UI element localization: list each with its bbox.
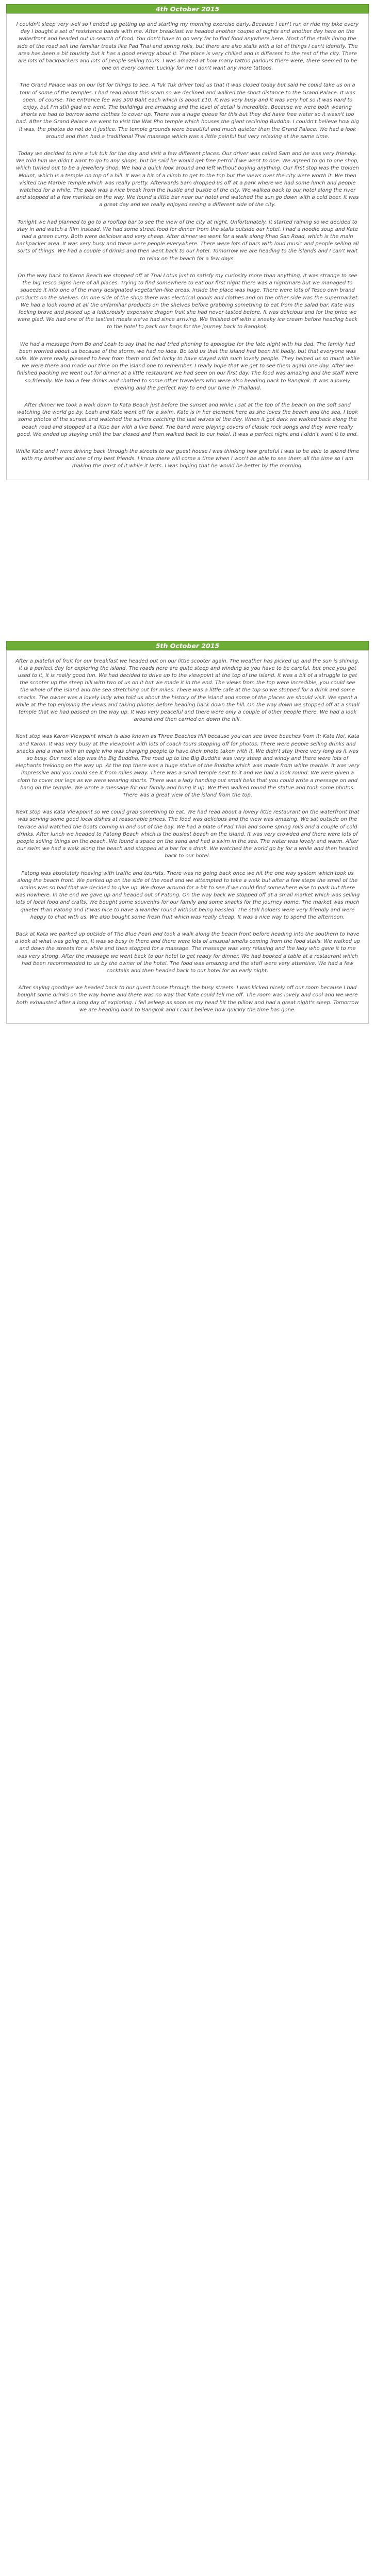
entry-paragraph: I couldn't sleep very well so I ended up getting up and starting my morning exercise early. Because I can't run or ride my bike every day I bought a set of resistance bands with me. After breakfast we headed another couple of nights and another day here on the waterfront and headed out in search of food. You don't have to go very far to find food anywhere here. Most of the stalls lining the side of the road sell the familiar treats like Pad Thai and spring rolls, but there are also stalls with a lot of things I can't identify. The area has been a bit touristy but it has a good energy about it. The place is very chilled and is different to the rest of the city. There are lots of backpackers and lots of people selling tours. I was amazed at how many tattoo parlours there were, there seemed to be one on every corner. Luckily for me I don't want any more tattoos. — [16, 22, 359, 72]
entry-paragraph: Today we decided to hire a tuk tuk for the day and visit a few different places. Our driver was called Sam and he was very friendly. We told him we didn't want to go to any shops, but he said he would get free petrol if we went to one. We agreed to go to one shop, which turned out to be a jewellery shop. We had a quick look around and left without buying anything. Our first stop was the Golden Mount, which is a temple on top of a hill. It was a bit of a climb to get to the top but the views over the city were worth it. We then visited the Marble Temple which was really pretty. Afterwards Sam dropped us off at a park where we had some lunch and people watched for a while. The park was a nice break from the hustle and bustle of the city. We walked back to our hotel along the river and stopped at a few markets on the way. We found a little bar near our hotel and watched the sun go down with a cold beer. It was a great day and we really enjoyed seeing a different side of the city. — [16, 151, 359, 208]
day-header: 4th October 2015 — [6, 4, 369, 13]
blank-gap — [6, 480, 369, 641]
day-header: 5th October 2015 — [6, 641, 369, 650]
day-entry-card — [6, 650, 369, 1024]
entry-paragraph: After dinner we took a walk down to Kata Beach just before the sunset and while I sat at the top of the beach on the soft sand watching the world go by, Leah and Kate went off for a swim. Kate is in her element here as she loves the beach and the sea. I took some photos of the sunset and watched the surfers catching the last waves of the day. When it got dark we walked back along the beach road and stopped at a little bar with a live band. The band were playing covers of classic rock songs and they were really good. We ended up staying until the bar closed and then walked back to our hotel. It was a perfect night and I didn't want it to end. — [17, 402, 358, 437]
day-entry-card — [6, 13, 369, 480]
diary-page — [6, 0, 369, 1024]
entry-paragraph: After a plateful of fruit for our breakfast we headed out on our little scooter again. The weather has picked up and the sun is shining, it is a perfect day for exploring the island. The roads here are quite steep and winding so you have to be careful, but once you get used to it, it is really good fun. We had decided to drive up to the viewpoint at the top of the island. It was a bit of a struggle to get the scooter up the steep hill with two of us on it but we made it in the end. The views from the top were incredible, you could see the whole of the island and the sea stretching out for miles. There was a little cafe at the top so we stopped for a drink and some snacks. The owner was a lovely lady who told us about the history of the island and some of the places we should visit. We spent a while at the top enjoying the views and taking photos before heading back down the hill. On the way down we stopped off at a small temple that we had passed on the way up. It was very peaceful and there were only a couple of other people there. We had a look around and then carried on down the hill. — [15, 658, 360, 723]
entry-paragraph: Patong was absolutely heaving with traffic and tourists. There was no going back once we hit the one way system which took us along the beach front. We parked up on the side of the road and we attempted to take a walk but after a few steps the smell of the drains was so bad that we decided to give up. We drove around for a bit to see if we could find somewhere else to park but there was nowhere. In the end we gave up and headed out of Patong. On the way back we stopped off at a small market which was selling lots of local food and crafts. We bought some souvenirs for our family and some snacks for the journey home. The market was much quieter than Patong and it was nice to have a wander round without being hassled. The stall holders were very friendly and were happy to chat with us. We also bought some fresh fruit which was really cheap. It was a nice way to spend the afternoon. — [15, 870, 360, 920]
entry-paragraph: On the way back to Karon Beach we stopped off at Thai Lotus just to satisfy my curiosity more than anything. It was strange to see the big Tesco signs here of all places. Trying to find somewhere to eat our first night there was a nightmare but we managed to squeeze it into one of the many designated vegetarian-like areas. Inside the place was huge. There were lots of Tesco own brand products on the shelves. On one side of the shop there was electrical goods and clothes and on the other side was the supermarket. We had a look round at all the unfamiliar products on the shelves before grabbing something to eat from the salad bar. Kate was feeling brave and picked up a ludicrously expensive dragon fruit she had never tasted before. It was delicious and for the price we were glad. We had one of the tastiest meals we've had since arriving. We finished off with a sneaky ice cream before heading back to the hotel to pack our bags for the journey back to Bangkok. — [15, 273, 360, 330]
entry-paragraph: Tonight we had planned to go to a rooftop bar to see the view of the city at night. Unfortunately, it started raining so we decided to stay in and watch a film instead. We had some street food for dinner from the stalls outside our hotel. I had a noodle soup and Kate had a green curry. Both were delicious and very cheap. After dinner we went for a walk along Khao San Road, which is the main backpacker area. It was very busy and there were people everywhere. There were lots of bars with loud music and people selling all sorts of things. We had a couple of drinks and then went back to our hotel. Tomorrow we are heading to the islands and I can't wait to relax on the beach for a few days. — [16, 219, 359, 262]
entry-paragraph: After saying goodbye we headed back to our guest house through the busy streets. I was kicked nicely off our room because I had bought some drinks on the way home and there was no way that Kate could tell me off. The room was lovely and cool and we were both exhausted after a long day of exploring. I fell asleep as soon as my head hit the pillow and had a great night's sleep. Tomorrow we are heading back to Bangkok and I can't believe how quickly the time has gone. — [16, 985, 359, 1013]
entry-paragraph: Back at Kata we parked up outside of The Blue Pearl and took a walk along the beach front before heading into the southern to have a look at what was going on. It was so busy in there and there were lots of unusual smells coming from the food stalls. We walked up and down the streets for a while and then stopped for a massage. The massage was very relaxing and the lady who gave it to me was very strong. After the massage we went back to our hotel to get ready for dinner. We had booked a table at a restaurant which had been recommended to us by the owner of the hotel. The food was amazing and the staff were very attentive. We had a few cocktails and then headed back to our hotel for an early night. — [15, 931, 360, 974]
entry-paragraph: Next stop was Karon Viewpoint which is also known as Three Beaches Hill because you can see three beaches from it: Kata Noi, Kata and Karon. It was very busy at the viewpoint with lots of coach tours stopping off for photos. There were people selling drinks and snacks and a man with an eagle who was charging people to have their photo taken with it. We didn't stay there very long as it was so busy. Our next stop was the Big Buddha. The road up to the Big Buddha was very steep and windy and there were lots of elephants trekking on the way up. At the top there was a huge statue of the Buddha which was made from white marble. It was very impressive and you could see it from miles away. There was a small temple next to it and we had a look round. We were given a cloth to cover our legs as we were wearing shorts. There was a lady handing out small bells that you could write a message on and hang on the temple. We wrote a message for our family and hung it up. We then walked round the statue and took some photos. There was a great view of the island from the top. — [15, 734, 360, 799]
entry-paragraph: We had a message from Bo and Leah to say that he had tried phoning to apologise for the late night with his dad. The family had been worried about us because of the storm, we had no idea. Bo told us that the island had been hit badly, but that everyone was safe. We were really pleased to hear from them and felt lucky to have stayed with such lovely people. They helped us so much while we were there and made our time on the island one to remember. I really hope that we get to see them again one day. After we finished packing we went out for dinner at a little restaurant we had seen on our first day. The food was amazing and the staff were so friendly. We had a few drinks and chatted to some other travellers who were also heading back to Bangkok. It was a lovely evening and the perfect way to end our time in Thailand. — [15, 341, 360, 391]
entry-paragraph: Next stop was Kata Viewpoint so we could grab something to eat. We had read about a lovely little restaurant on the waterfront that was serving some good local dishes at reasonable prices. The food was delicious and the view was amazing. We sat outside on the terrace and watched the boats coming in and out of the bay. We had a plate of Pad Thai and some spring rolls and a couple of cold drinks. After lunch we headed to Patong Beach which is the busiest beach on the island. It was very crowded and there were lots of people selling things on the beach. We found a space on the sand and had a swim in the sea. The water was lovely and warm. After our swim we had a walk along the beach and stopped at a bar for a drink. We watched the world go by for a while and then headed back to our hotel. — [15, 809, 360, 859]
entry-paragraph: The Grand Palace was on our list for things to see. A Tuk Tuk driver told us that it was closed today but said he could take us on a tour of some of the temples. I had read about this scam so we declined and walked the short distance to the Grand Palace. It was open, of course. The entrance fee was 500 Baht each which is about £10. It was very busy and it was very hot so it was hard to enjoy, but I'm still glad we went. The buildings are amazing and the level of detail is incredible. Because we were both wearing shorts we had to borrow some clothes to cover up. There was a huge queue for this but they did have free water so it wasn't too bad. After the Grand Palace we went to visit the Wat Pho temple which houses the giant reclining Buddha. I couldn't believe how big it was, the photos do not do it justice. The temple grounds were beautiful and much quieter than the Grand Palace. We had a look around and then had a traditional Thai massage which was a little painful but very relaxing at the same time. — [16, 82, 359, 140]
entry-paragraph: While Kate and I were driving back through the streets to our guest house I was thinking how grateful I was to be able to spend time with my brother and one of my best friends. I know there will come a time when I won't be able to see them all the time so I am making the most of it while it lasts. I was hoping that he would be better by the morning. — [15, 448, 360, 469]
